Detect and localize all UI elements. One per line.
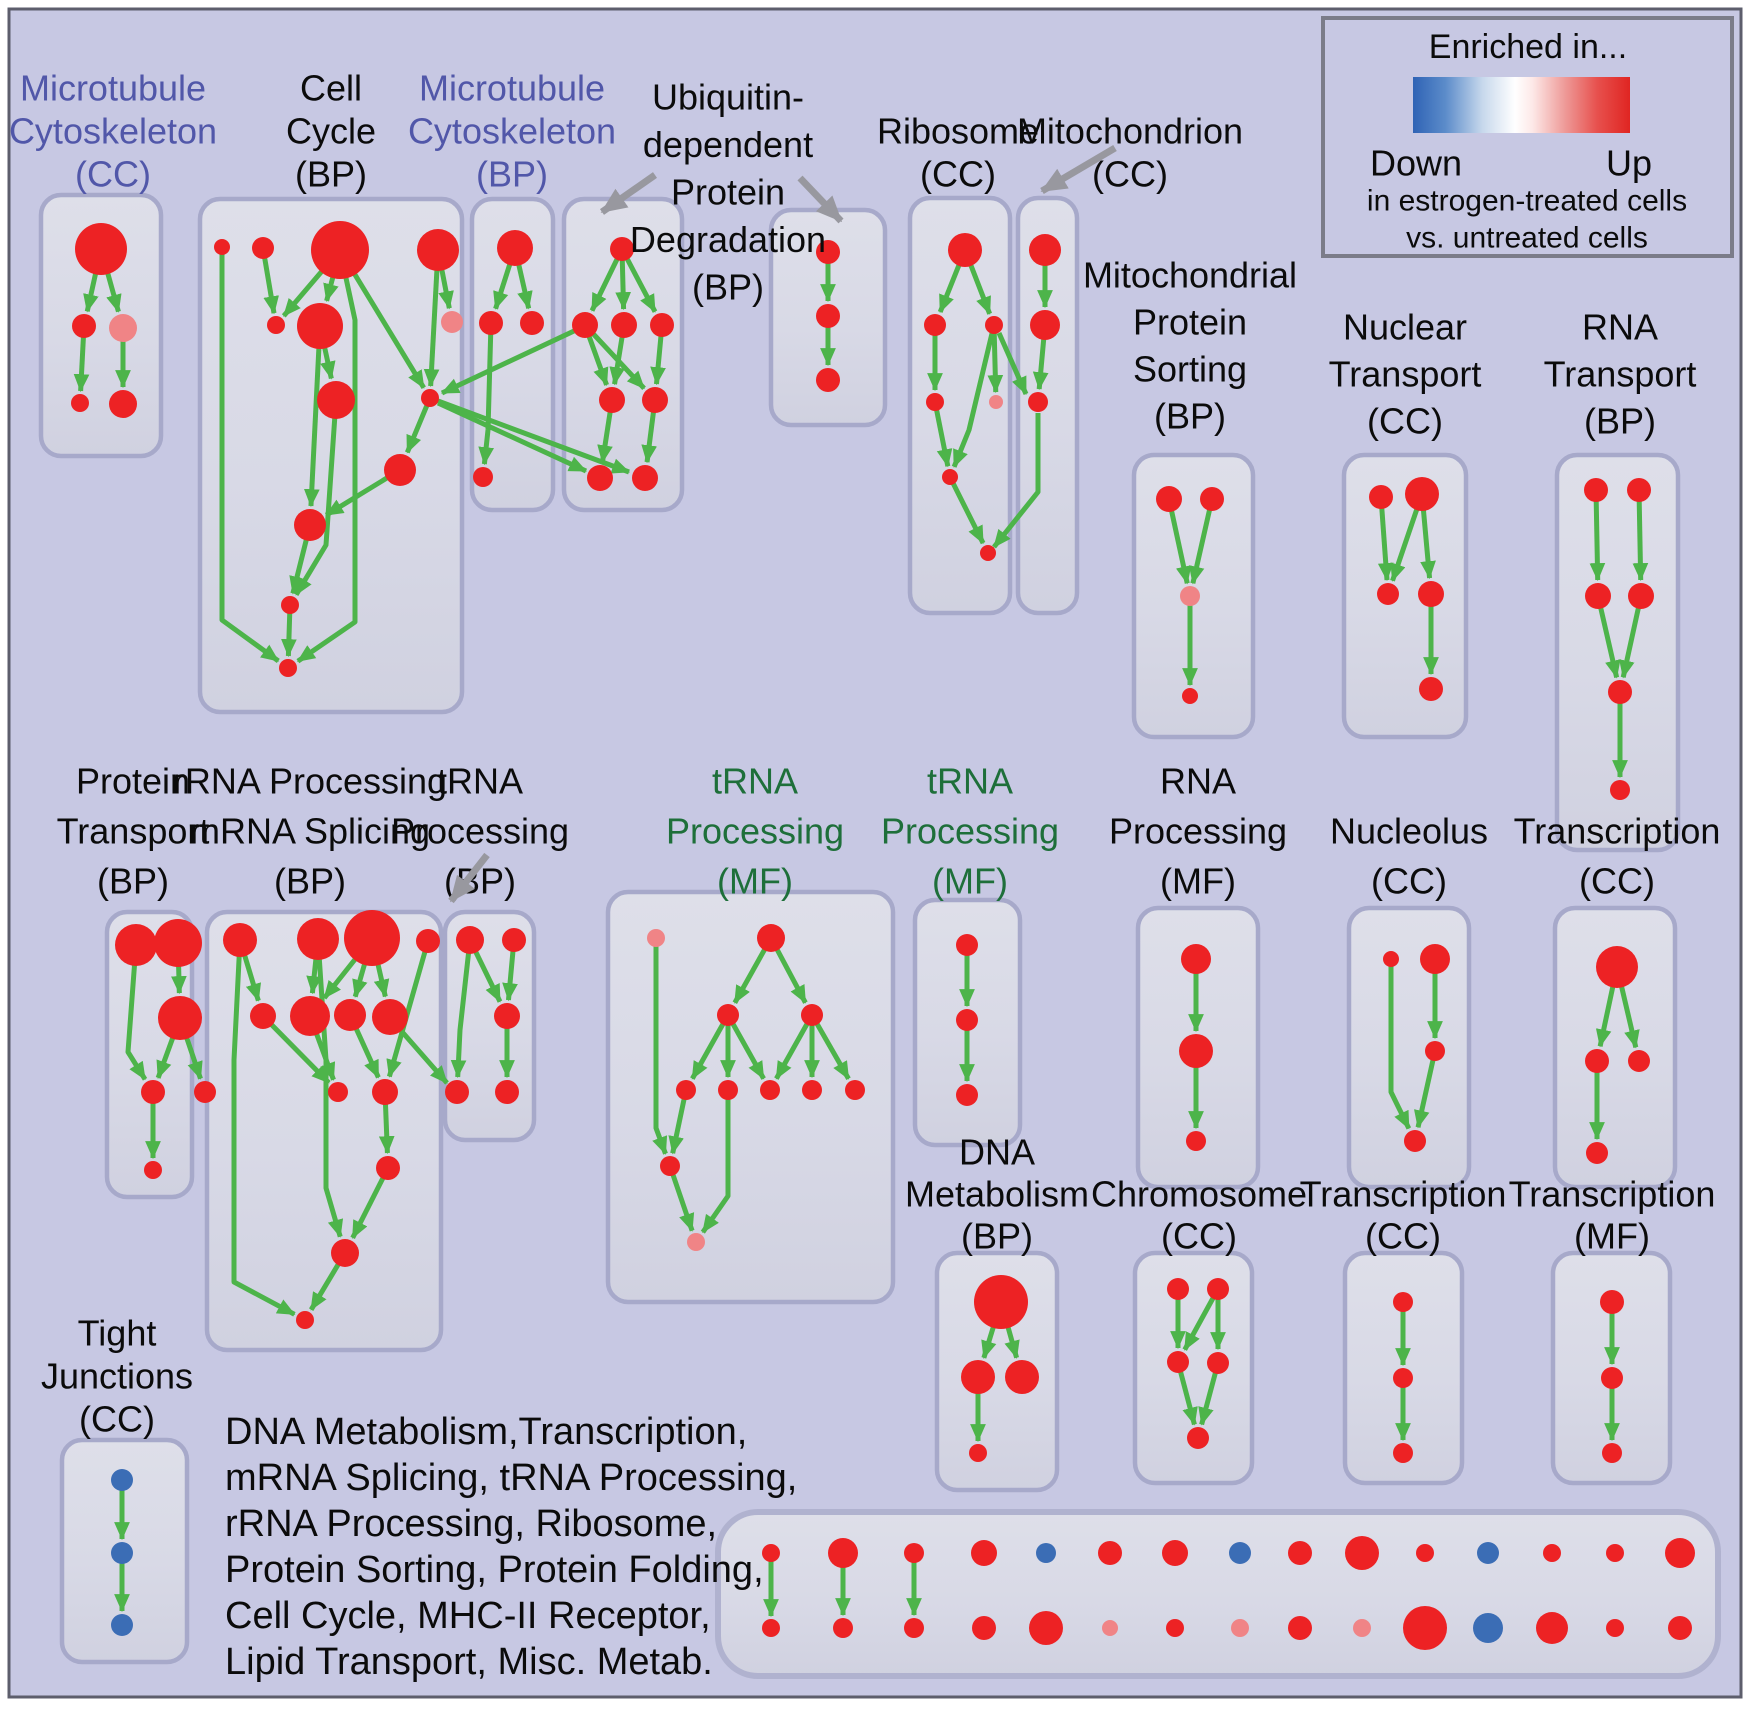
ubiquitin-degradation-label-line3: Protein <box>670 171 786 213</box>
node-trna-processing-mf-large <box>660 1156 680 1176</box>
node-chromosome-cc <box>1207 1278 1229 1300</box>
node-rrna-processing-mrna-splicing-bp <box>344 910 400 966</box>
legend-subline-2: vs. untreated cells <box>1406 221 1648 255</box>
node-chromosome-cc <box>1167 1351 1189 1373</box>
note-line5: Cell Cycle, MHC-II Receptor, <box>225 1595 711 1637</box>
label-rrna-processing-mrna-splicing-bp-line3: (BP) <box>274 860 346 902</box>
node-nucleolus-cc <box>1420 944 1450 974</box>
node-rna-processing-mf <box>1179 1034 1213 1068</box>
node-ubiquitin-box-a <box>642 387 668 413</box>
label-dna-metabolism-bp-line3: (BP) <box>961 1215 1033 1257</box>
node-rna-transport-bp <box>1584 478 1608 502</box>
node-microtubule-cytoskeleton-bp <box>497 230 533 266</box>
ubiquitin-degradation-label-line4: Degradation <box>629 219 827 260</box>
node-panel-top <box>1098 1541 1122 1565</box>
group-box-mixed-terms-panel <box>718 1512 1718 1676</box>
ubiquitin-degradation-label-line5: (BP) <box>692 266 764 308</box>
label-rna-processing-mf-line3: (MF) <box>1160 860 1236 902</box>
node-rrna-processing-mrna-splicing-bp <box>290 996 330 1036</box>
label-dna-metabolism-bp-line2: Metabolism <box>904 1173 1090 1215</box>
node-panel-top <box>1288 1541 1312 1565</box>
label-trna-processing-bp-line3: (BP) <box>444 860 516 902</box>
node-panel-bottom <box>1606 1619 1624 1637</box>
label-rna-processing-mf-line1: RNA <box>1159 760 1237 802</box>
node-ribosome-cc <box>942 469 958 485</box>
note-line1: DNA Metabolism,Transcription, <box>225 1411 748 1453</box>
note-line4: Protein Sorting, Protein Folding, <box>225 1549 764 1591</box>
label-microtubule-cytoskeleton-cc-line3: (CC) <box>75 153 151 195</box>
legend-subline-1: in estrogen-treated cells <box>1366 184 1688 218</box>
legend-up-label: Up <box>1605 142 1653 184</box>
node-panel-top <box>1606 1544 1624 1562</box>
note-line2: mRNA Splicing, tRNA Processing, <box>225 1457 798 1499</box>
label-trna-processing-mf-large-line3: (MF) <box>717 860 793 902</box>
label-transcription-cc-mid-line1: Transcription <box>1513 810 1721 852</box>
label-cell-cycle-bp-line3: (BP) <box>295 153 367 195</box>
node-panel-top <box>1665 1538 1695 1568</box>
node-cell-cycle-bp <box>417 229 459 271</box>
node-cell-cycle-bp <box>441 311 463 333</box>
label-microtubule-cytoskeleton-bp-line2: Cytoskeleton <box>407 110 617 152</box>
node-rrna-processing-mrna-splicing-bp <box>372 999 408 1035</box>
node-transcription-cc-mid <box>1585 1049 1609 1073</box>
node-trna-processing-mf-large <box>718 1080 738 1100</box>
group-box-chromosome-cc <box>1135 1253 1252 1483</box>
node-cell-cycle-bp <box>384 454 416 486</box>
node-trna-processing-mf-large <box>647 929 665 947</box>
node-mitochondrial-protein-sorting-bp <box>1156 486 1182 512</box>
node-ribosome-cc <box>948 233 982 267</box>
node-panel-top <box>1229 1542 1251 1564</box>
node-chromosome-cc <box>1167 1278 1189 1300</box>
label-tight-junctions-cc-line1: Tight <box>77 1312 157 1354</box>
label-transcription-mf-line1: Transcription <box>1508 1173 1716 1215</box>
node-panel-bottom <box>1231 1619 1249 1637</box>
label-rna-processing-mf-line2: Processing <box>1108 810 1288 852</box>
node-transcription-mf <box>1600 1290 1624 1314</box>
note-line3: rRNA Processing, Ribosome, <box>225 1503 718 1545</box>
label-transcription-mf-line2: (MF) <box>1574 1215 1650 1257</box>
label-trna-processing-mf-small-line2: Processing <box>880 810 1060 852</box>
label-nucleolus-cc-line1: Nucleolus <box>1329 810 1489 852</box>
label-microtubule-cytoskeleton-cc-line1: Microtubule <box>19 67 207 109</box>
node-trna-processing-mf-large <box>676 1080 696 1100</box>
node-rna-processing-mf <box>1181 944 1211 974</box>
node-cell-cycle-bp <box>279 659 297 677</box>
node-trna-processing-mf-small <box>956 934 978 956</box>
label-protein-transport-bp-line3: (BP) <box>97 860 169 902</box>
node-nucleolus-cc <box>1425 1041 1445 1061</box>
ubiquitin-degradation-label-line1: Ubiquitin- <box>651 76 805 118</box>
node-mitochondrial-protein-sorting-bp <box>1200 487 1224 511</box>
label-trna-processing-mf-large-line2: Processing <box>665 810 845 852</box>
node-nucleolus-cc <box>1383 951 1399 967</box>
node-rrna-processing-mrna-splicing-bp <box>296 1311 314 1329</box>
node-nuclear-transport-cc <box>1418 581 1444 607</box>
node-rrna-processing-mrna-splicing-bp <box>376 1156 400 1180</box>
label-ribosome-cc-line2: (CC) <box>920 153 996 195</box>
node-rrna-processing-mrna-splicing-bp <box>334 999 366 1031</box>
node-microtubule-cytoskeleton-cc <box>75 223 127 275</box>
label-mitochondrial-protein-sorting-bp-line4: (BP) <box>1154 395 1226 437</box>
node-trna-processing-bp <box>445 1080 469 1104</box>
node-cell-cycle-bp <box>311 221 369 279</box>
node-panel-top <box>904 1543 924 1563</box>
node-trna-processing-mf-large <box>717 1004 739 1026</box>
node-transcription-mf <box>1602 1443 1622 1463</box>
node-rna-transport-bp <box>1608 680 1632 704</box>
node-ubiquitin-box-a <box>572 312 598 338</box>
node-ribosome-cc <box>926 393 944 411</box>
node-panel-top <box>1477 1542 1499 1564</box>
node-panel-bottom <box>1102 1620 1118 1636</box>
label-nucleolus-cc-line2: (CC) <box>1371 860 1447 902</box>
label-tight-junctions-cc-line3: (CC) <box>79 1398 155 1440</box>
node-transcription-mf <box>1601 1367 1623 1389</box>
node-rna-processing-mf <box>1186 1131 1206 1151</box>
node-panel-bottom <box>1288 1616 1312 1640</box>
node-cell-cycle-bp <box>214 239 230 255</box>
node-microtubule-cytoskeleton-cc <box>109 390 137 418</box>
label-cell-cycle-bp-line2: Cycle <box>285 110 377 152</box>
label-microtubule-cytoskeleton-cc-line2: Cytoskeleton <box>8 110 218 152</box>
node-cell-cycle-bp <box>252 237 274 259</box>
node-panel-bottom <box>972 1616 996 1640</box>
node-tight-junctions-cc <box>111 1614 133 1636</box>
label-protein-transport-bp-line1: Protein <box>75 760 191 802</box>
node-ubiquitin-box-a <box>599 387 625 413</box>
node-mitochondrion-cc <box>1030 310 1060 340</box>
legend-down-label: Down <box>1369 142 1463 184</box>
node-protein-transport-bp <box>144 1161 162 1179</box>
node-dna-metabolism-bp <box>974 1275 1028 1329</box>
label-chromosome-cc-line1: Chromosome <box>1090 1173 1308 1215</box>
node-rrna-processing-mrna-splicing-bp <box>416 929 440 953</box>
node-tight-junctions-cc <box>111 1542 133 1564</box>
node-ubiquitin-box-a <box>632 465 658 491</box>
node-panel-bottom <box>1166 1619 1184 1637</box>
node-panel-bottom <box>1536 1612 1568 1644</box>
node-nuclear-transport-cc <box>1405 477 1439 511</box>
label-mitochondrial-protein-sorting-bp-line3: Sorting <box>1132 348 1248 390</box>
legend-gradient-bar <box>1413 77 1630 133</box>
label-mitochondrial-protein-sorting-bp-line2: Protein <box>1132 301 1248 343</box>
node-rrna-processing-mrna-splicing-bp <box>372 1079 398 1105</box>
node-cell-cycle-bp <box>267 316 285 334</box>
edge-ribosome-cc <box>994 325 996 392</box>
label-rrna-processing-mrna-splicing-bp-line2: mRNA Splicing <box>189 810 431 852</box>
node-panel-top <box>1162 1540 1188 1566</box>
label-trna-processing-bp-line1: tRNA <box>436 760 524 802</box>
label-ribosome-cc-line1: Ribosome <box>876 110 1040 152</box>
label-rna-transport-bp-line1: RNA <box>1581 306 1659 348</box>
node-nucleolus-cc <box>1404 1130 1426 1152</box>
label-dna-metabolism-bp-line1: DNA <box>958 1131 1036 1173</box>
label-microtubule-cytoskeleton-bp-line3: (BP) <box>476 153 548 195</box>
node-chromosome-cc <box>1187 1427 1209 1449</box>
label-mitochondrial-protein-sorting-bp-line1: Mitochondrial <box>1082 254 1298 296</box>
node-panel-top <box>1543 1544 1561 1562</box>
node-microtubule-cytoskeleton-bp <box>479 311 503 335</box>
node-transcription-cc-mid <box>1596 946 1638 988</box>
node-panel-bottom <box>904 1618 924 1638</box>
node-dna-metabolism-bp <box>969 1444 987 1462</box>
node-protein-transport-bp <box>194 1081 216 1103</box>
label-nuclear-transport-cc-line2: Transport <box>1328 353 1482 395</box>
edge-rna-transport-bp <box>1596 490 1598 580</box>
node-microtubule-cytoskeleton-bp <box>520 311 544 335</box>
node-mitochondrial-protein-sorting-bp <box>1180 586 1200 606</box>
label-mitochondrion-cc-line2: (CC) <box>1092 153 1168 195</box>
node-trna-processing-bp <box>456 926 484 954</box>
node-transcription-cc-bottom <box>1393 1292 1413 1312</box>
label-rna-transport-bp-line2: Transport <box>1543 353 1697 395</box>
node-chromosome-cc <box>1207 1352 1229 1374</box>
node-trna-processing-mf-large <box>845 1080 865 1100</box>
node-ribosome-cc <box>985 316 1003 334</box>
node-rrna-processing-mrna-splicing-bp <box>297 918 339 960</box>
node-mitochondrion-cc <box>1029 234 1061 266</box>
node-cell-cycle-bp <box>281 596 299 614</box>
node-trna-processing-mf-large <box>687 1233 705 1251</box>
node-cell-cycle-bp <box>421 389 439 407</box>
label-transcription-cc-bottom-line2: (CC) <box>1365 1215 1441 1257</box>
node-panel-top <box>762 1544 780 1562</box>
node-ribosome-cc <box>924 314 946 336</box>
legend-title: Enriched in... <box>1428 28 1628 66</box>
node-nuclear-transport-cc <box>1377 583 1399 605</box>
node-panel-bottom <box>1403 1606 1447 1650</box>
node-dna-metabolism-bp <box>961 1360 995 1394</box>
node-trna-processing-bp <box>502 928 526 952</box>
node-transcription-cc-mid <box>1586 1142 1608 1164</box>
node-nuclear-transport-cc <box>1369 485 1393 509</box>
ubiquitin-degradation-label-line2: dependent <box>642 124 814 165</box>
node-trna-processing-mf-large <box>801 1004 823 1026</box>
label-trna-processing-mf-small-line1: tRNA <box>926 760 1014 802</box>
node-trna-processing-mf-small <box>956 1084 978 1106</box>
node-cell-cycle-bp <box>317 381 355 419</box>
label-rrna-processing-mrna-splicing-bp-line1: rRNA Processing <box>172 760 448 802</box>
node-panel-bottom <box>833 1618 853 1638</box>
node-panel-top <box>1036 1543 1056 1563</box>
label-transcription-cc-mid-line2: (CC) <box>1579 860 1655 902</box>
node-trna-processing-mf-large <box>757 924 785 952</box>
node-panel-top <box>1416 1544 1434 1562</box>
node-protein-transport-bp <box>158 996 202 1040</box>
label-trna-processing-mf-large-line1: tRNA <box>711 760 799 802</box>
node-rna-transport-bp <box>1610 780 1630 800</box>
node-rrna-processing-mrna-splicing-bp <box>250 1003 276 1029</box>
node-microtubule-cytoskeleton-cc <box>71 394 89 412</box>
node-panel-bottom <box>1353 1619 1371 1637</box>
node-nuclear-transport-cc <box>1419 677 1443 701</box>
label-nuclear-transport-cc-line1: Nuclear <box>1342 306 1468 348</box>
node-protein-transport-bp <box>154 919 202 967</box>
node-panel-bottom <box>1473 1613 1503 1643</box>
node-microtubule-cytoskeleton-cc <box>109 314 137 342</box>
label-nuclear-transport-cc-line3: (CC) <box>1367 400 1443 442</box>
node-trna-processing-mf-large <box>760 1080 780 1100</box>
label-rna-transport-bp-line3: (BP) <box>1584 400 1656 442</box>
node-ribosome-cc <box>989 395 1003 409</box>
label-transcription-cc-bottom-line1: Transcription <box>1299 1173 1507 1215</box>
node-trna-processing-bp <box>494 1003 520 1029</box>
node-panel-bottom <box>762 1619 780 1637</box>
node-ubiquitin-box-a <box>650 313 674 337</box>
label-protein-transport-bp-line2: Transport <box>56 810 210 852</box>
node-trna-processing-mf-small <box>956 1009 978 1031</box>
node-panel-top <box>971 1540 997 1566</box>
note-line6: Lipid Transport, Misc. Metab. <box>225 1641 713 1683</box>
node-rrna-processing-mrna-splicing-bp <box>328 1082 348 1102</box>
node-transcription-cc-bottom <box>1393 1443 1413 1463</box>
node-microtubule-cytoskeleton-cc <box>72 314 96 338</box>
node-dna-metabolism-bp <box>1005 1360 1039 1394</box>
edge-rna-transport-bp <box>1639 490 1641 580</box>
node-mitochondrion-cc <box>1028 392 1048 412</box>
node-trna-processing-bp <box>495 1080 519 1104</box>
node-ubiquitin-box-b <box>816 304 840 328</box>
node-rna-transport-bp <box>1628 583 1654 609</box>
node-panel-top <box>1345 1536 1379 1570</box>
node-rrna-processing-mrna-splicing-bp <box>331 1239 359 1267</box>
node-trna-processing-mf-large <box>802 1080 822 1100</box>
node-transcription-cc-bottom <box>1393 1368 1413 1388</box>
node-rna-transport-bp <box>1627 478 1651 502</box>
node-panel-bottom <box>1029 1611 1063 1645</box>
node-mitochondrial-protein-sorting-bp <box>1182 688 1198 704</box>
node-panel-bottom <box>1668 1616 1692 1640</box>
label-chromosome-cc-line2: (CC) <box>1161 1215 1237 1257</box>
node-ribosome-cc <box>980 545 996 561</box>
node-cell-cycle-bp <box>297 303 343 349</box>
node-ubiquitin-box-b <box>816 368 840 392</box>
node-tight-junctions-cc <box>111 1469 133 1491</box>
node-rna-transport-bp <box>1585 583 1611 609</box>
node-rrna-processing-mrna-splicing-bp <box>223 923 257 957</box>
node-protein-transport-bp <box>141 1080 165 1104</box>
group-box-nuclear-transport-cc <box>1344 455 1466 737</box>
node-ubiquitin-box-a <box>611 312 637 338</box>
node-microtubule-cytoskeleton-bp <box>473 467 493 487</box>
label-trna-processing-mf-small-line3: (MF) <box>932 860 1008 902</box>
node-panel-top <box>828 1538 858 1568</box>
node-cell-cycle-bp <box>294 509 326 541</box>
node-ubiquitin-box-a <box>587 465 613 491</box>
label-mitochondrion-cc-line1: Mitochondrion <box>1016 110 1244 152</box>
label-cell-cycle-bp-line1: Cell <box>299 67 363 109</box>
node-protein-transport-bp <box>115 924 157 966</box>
label-tight-junctions-cc-line2: Junctions <box>40 1355 194 1397</box>
label-trna-processing-bp-line2: Processing <box>390 810 570 852</box>
label-microtubule-cytoskeleton-bp-line1: Microtubule <box>418 67 606 109</box>
node-transcription-cc-mid <box>1628 1050 1650 1072</box>
